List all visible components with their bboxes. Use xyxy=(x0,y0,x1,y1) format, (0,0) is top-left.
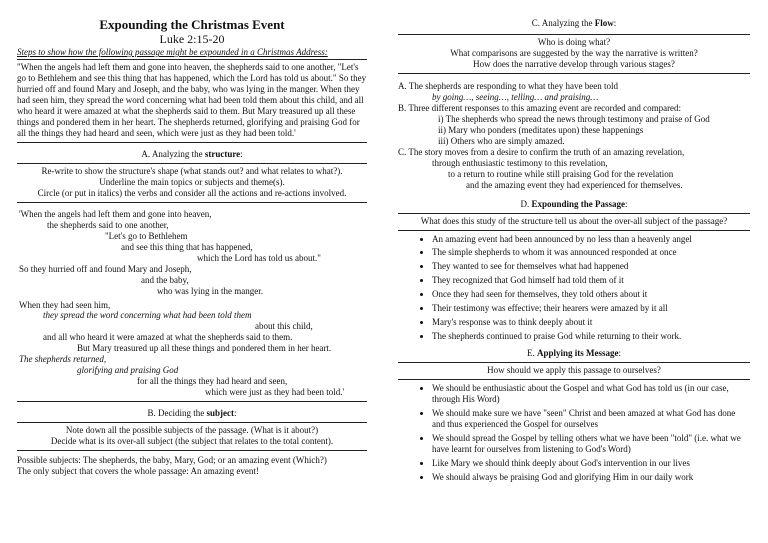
section-a-heading-prefix: A. Analyzing the xyxy=(141,148,205,159)
list-item: • We should make sure we have "seen" Christ and been amazed at what God has done and thus experienced the Gospel for ourselves xyxy=(432,408,746,430)
rewrite-line: who was lying in the manger. xyxy=(157,285,263,296)
rewrite-line: which were just as they had been told.' xyxy=(205,387,345,398)
list-item: • We should be enthusiastic about the Gospel and what God has told us (in our case, through His Word) xyxy=(432,383,746,405)
section-a-heading-bold: structure xyxy=(204,148,241,159)
section-a-instructions xyxy=(17,163,367,203)
section-d-question: What does this study of the structure tell us about the over-all subject of the passage? xyxy=(398,213,750,231)
list-item: • Like Mary we should think deeply about God's intervention in our lives xyxy=(432,458,746,469)
flow-analysis xyxy=(398,81,750,191)
list-item: • An amazing event had been announced by no less than a heavenly angel xyxy=(432,234,750,245)
flow-b-item: i) The shepherds who spread the news through testimony and praise of God xyxy=(438,113,710,124)
section-e-heading xyxy=(398,348,750,359)
section-b-instructions xyxy=(17,422,367,451)
list-item: • The shepherds continued to praise God while returning to their work. xyxy=(432,331,750,342)
section-e-question: How should we apply this passage to ourselves? xyxy=(398,362,750,380)
section-c-heading xyxy=(398,18,750,29)
rewrite-line: 'When the angels had left them and gone into heaven, xyxy=(19,208,212,219)
section-e-heading-prefix: E. xyxy=(526,348,537,359)
flow-a-detail: by going…, seeing…, telling… and praising… xyxy=(432,91,599,102)
section-a-heading-suffix: : xyxy=(240,148,243,159)
section-c-question: How does the narrative develop through various stages? xyxy=(473,58,675,69)
rewrite-line: When they had seen him, xyxy=(19,299,111,310)
section-c-question: What comparisons are suggested by the way the narrative is written? xyxy=(450,47,698,58)
right-column xyxy=(398,16,750,486)
section-c-questions xyxy=(398,34,750,74)
section-c-heading-prefix: C. Analyzing the xyxy=(531,18,595,28)
section-b-instruction: Decide what is its over-all subject (the subject that relates to the total content). xyxy=(50,436,334,447)
section-c-question: Who is doing what? xyxy=(537,36,611,47)
rewrite-line: The shepherds returned, xyxy=(19,354,107,365)
possible-subjects: Possible subjects: The shepherds, the baby, Mary, God; or an amazing event (Which?) xyxy=(17,455,327,466)
section-a-instruction: Underline the main topics or subjects and theme(s). xyxy=(99,176,285,187)
list-item: • The simple shepherds to whom it was announced responded at once xyxy=(432,247,750,258)
flow-b-line: B. Three different responses to this amazing event are recorded and compared: xyxy=(398,102,682,113)
section-b-heading-prefix: B. Deciding the xyxy=(147,408,207,419)
rewrite-line: But Mary treasured up all these things and pondered them in her heart. xyxy=(77,343,332,354)
rewrite-line: and the baby, xyxy=(141,274,189,285)
section-b-instruction: Note down all the possible subjects of the passage. (What is it about?) xyxy=(65,425,319,436)
list-item: • We should spread the Gospel by telling others what we have been "told" (i.e. what we have learnt for ourselves from listening to God's Word) xyxy=(432,433,746,455)
rewrite-line: they spread the word concerning what had been told them xyxy=(43,310,252,321)
section-d-heading-prefix: D. xyxy=(520,198,532,209)
rewrite-line: about this child, xyxy=(255,321,313,332)
section-d-heading-suffix: : xyxy=(625,198,628,209)
flow-a-line: A. The shepherds are responding to what they have been told xyxy=(398,80,619,91)
rewrite-line: So they hurried off and found Mary and Joseph, xyxy=(19,263,192,274)
rewrite-line: the shepherds said to one another, xyxy=(47,219,169,230)
structured-passage xyxy=(17,209,367,402)
list-item: • They recognized that God himself had told them of it xyxy=(432,275,750,286)
flow-c-line: to a return to routine while still praising God for the revelation xyxy=(448,168,674,179)
section-a-instruction: Re-write to show the structure's shape (what stands out? and what relates to what?). xyxy=(41,165,343,176)
section-e-heading-suffix: : xyxy=(618,348,622,359)
flow-c-line: and the amazing event they had experienced for themselves. xyxy=(466,179,683,190)
flow-b-item: iii) Others who are simply amazed. xyxy=(438,135,565,146)
steps-line: Steps to show how the following passage might be expounded in a Christmas Address: xyxy=(17,47,367,60)
list-item: • Mary's response was to think deeply about it xyxy=(432,317,750,328)
section-b-heading-bold: subject xyxy=(206,408,234,419)
section-a-heading xyxy=(17,149,367,160)
section-b-heading-suffix: : xyxy=(233,408,237,419)
rewrite-line: which the Lord has told us about." xyxy=(197,252,321,263)
only-subject: The only subject that covers the whole passage: An amazing event! xyxy=(17,466,259,477)
section-d-list xyxy=(398,234,750,343)
left-column xyxy=(17,16,367,477)
section-d-heading xyxy=(398,199,750,210)
rewrite-line: and all who heard it were amazed at what the shepherds said to them. xyxy=(43,332,293,343)
section-e-heading-bold: Applying its Message xyxy=(536,348,619,359)
list-item: • Once they had seen for themselves, they told others about it xyxy=(432,289,750,300)
rewrite-line: glorifying and praising God xyxy=(77,365,179,376)
flow-b-item: ii) Mary who ponders (meditates upon) these happenings xyxy=(438,124,644,135)
section-e-list xyxy=(398,383,750,483)
passage-text: "When the angels had left them and gone into heaven, the shepherds said to one another, "Let's go to Bethlehem and see this thing that has happened, which the Lord has told us about." So they hurried off and found Mary and Joseph, and the baby, who was lying in the manger. When they had seen him, they spread the word concerning what had been told them about this child, and all who heard it were amazed at what the shepherds said to them. But Mary treasured up all these things and pondered them in her heart. The shepherds returned, glorifying and praising God for all the things they had heard and seen, which were just as they had been told.' xyxy=(17,60,367,143)
rewrite-line: "Let's go to Bethlehem xyxy=(105,230,188,241)
flow-c-line: through enthusiastic testimony to this revelation, xyxy=(432,157,608,168)
rewrite-line: for all the things they had heard and seen, xyxy=(137,376,288,387)
document-title: Expounding the Christmas Event xyxy=(99,17,285,32)
list-item: • They wanted to see for themselves what had happened xyxy=(432,261,750,272)
section-c-heading-suffix: : xyxy=(613,18,617,28)
rewrite-line: and see this thing that has happened, xyxy=(121,241,253,252)
list-item: • We should always be praising God and glorifying Him in our daily work xyxy=(432,472,746,483)
list-item: • Their testimony was effective; their hearers were amazed by it all xyxy=(432,303,750,314)
scripture-reference: Luke 2:15-20 xyxy=(159,31,225,46)
section-c-heading-bold: Flow xyxy=(594,18,614,28)
flow-c-line: C. The story moves from a desire to confirm the truth of an amazing revelation, xyxy=(398,146,685,157)
section-a-instruction: Circle (or put in italics) the verbs and consider all the actions and re-actions involved. xyxy=(37,187,347,198)
section-b-heading xyxy=(17,408,367,419)
section-d-heading-bold: Expounding the Passage xyxy=(531,198,625,209)
